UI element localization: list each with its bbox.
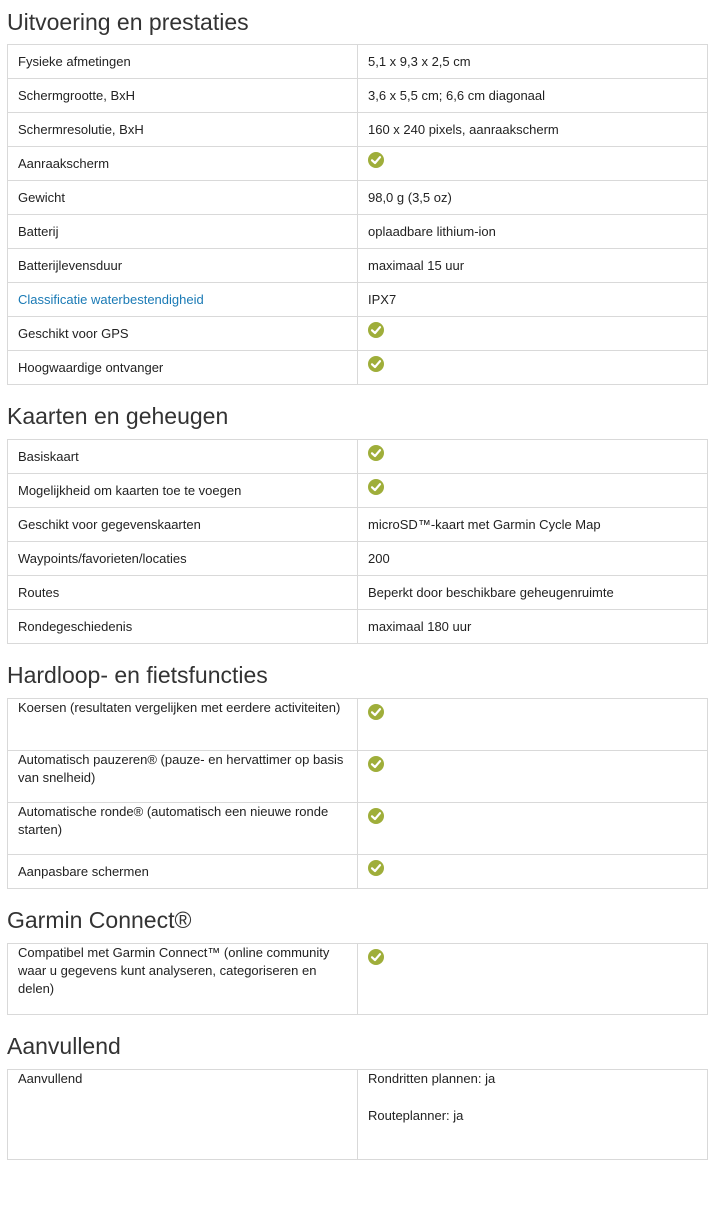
check-icon [368,756,384,772]
section-title-garmin-connect: Garmin Connect® [7,907,192,933]
section-title-additional: Aanvullend [7,1033,121,1059]
spec-value: 200 [357,542,707,576]
check-icon [368,356,384,372]
table-row [8,610,708,644]
section-title-performance: Uitvoering en prestaties [7,9,249,35]
spec-label: Routes [8,576,358,610]
spec-label: Gewicht [8,181,358,215]
spec-value: 5,1 x 9,3 x 2,5 cm [357,45,707,79]
table-row [8,944,708,1015]
spec-label: Mogelijkheid om kaarten toe te voegen [8,474,358,508]
spec-label: Aanvullend [8,1070,358,1160]
table-row [8,317,708,351]
spec-label: Batterij [8,215,358,249]
spec-label: Geschikt voor GPS [8,317,358,351]
check-icon [368,445,384,461]
table-row [8,181,708,215]
check-icon [368,949,384,965]
spec-value: 160 x 240 pixels, aanraakscherm [357,113,707,147]
spec-label: Aanpasbare schermen [8,855,358,889]
table-row [8,215,708,249]
spec-label: Aanraakscherm [8,147,358,181]
table-row [8,351,708,385]
check-icon [368,152,384,168]
spec-label: Hoogwaardige ontvanger [8,351,358,385]
table-row [8,751,708,803]
table-row [8,803,708,855]
check-icon [368,704,384,720]
spec-table-running-cycling [7,698,708,889]
table-row [8,79,708,113]
spec-value: IPX7 [357,283,707,317]
spec-label: Schermresolutie, BxH [8,113,358,147]
spec-label: Basiskaart [8,440,358,474]
spec-value: microSD™-kaart met Garmin Cycle Map [357,508,707,542]
spec-label: Compatibel met Garmin Connect™ (online community waar u gegevens kunt analyseren, categoriseren en delen) [8,944,358,1015]
spec-value: oplaadbare lithium-ion [357,215,707,249]
spec-label: Waypoints/favorieten/locaties [8,542,358,576]
check-icon [368,479,384,495]
table-row [8,283,708,317]
section-title-maps: Kaarten en geheugen [7,403,229,429]
spec-value: maximaal 15 uur [357,249,707,283]
check-icon [368,808,384,824]
table-row [8,576,708,610]
spec-value: Beperkt door beschikbare geheugenruimte [357,576,707,610]
spec-table-maps [7,439,708,644]
check-icon [368,322,384,338]
table-row [8,113,708,147]
table-row [8,440,708,474]
table-row [8,474,708,508]
table-row [8,508,708,542]
table-row [8,542,708,576]
spec-value: maximaal 180 uur [357,610,707,644]
table-row [8,147,708,181]
spec-value: 3,6 x 5,5 cm; 6,6 cm diagonaal [357,79,707,113]
table-row [8,1070,708,1160]
spec-label: Koersen (resultaten vergelijken met eerdere activiteiten) [8,699,358,751]
table-row [8,45,708,79]
spec-table-garmin-connect [7,943,708,1015]
spec-label: Fysieke afmetingen [8,45,358,79]
spec-label: Schermgrootte, BxH [8,79,358,113]
spec-label: Rondegeschiedenis [8,610,358,644]
waterproof-rating-link[interactable]: Classificatie waterbestendigheid [18,292,204,307]
check-icon [368,860,384,876]
spec-table-additional [7,1069,708,1160]
spec-value-line: Rondritten plannen: ja [367,1071,496,1086]
spec-label: Geschikt voor gegevenskaarten [8,508,358,542]
table-row [8,249,708,283]
section-title-running-cycling: Hardloop- en fietsfuncties [7,662,268,688]
spec-table-performance [7,44,708,385]
spec-value [357,1070,707,1160]
spec-value-line: Routeplanner: ja [367,1108,464,1123]
spec-value: 98,0 g (3,5 oz) [357,181,707,215]
spec-label: Automatische ronde® (automatisch een nieuwe ronde starten) [8,803,358,855]
spec-label: Batterijlevensduur [8,249,358,283]
spec-label: Automatisch pauzeren® (pauze- en hervattimer op basis van snelheid) [8,751,358,803]
table-row [8,855,708,889]
table-row [8,699,708,751]
